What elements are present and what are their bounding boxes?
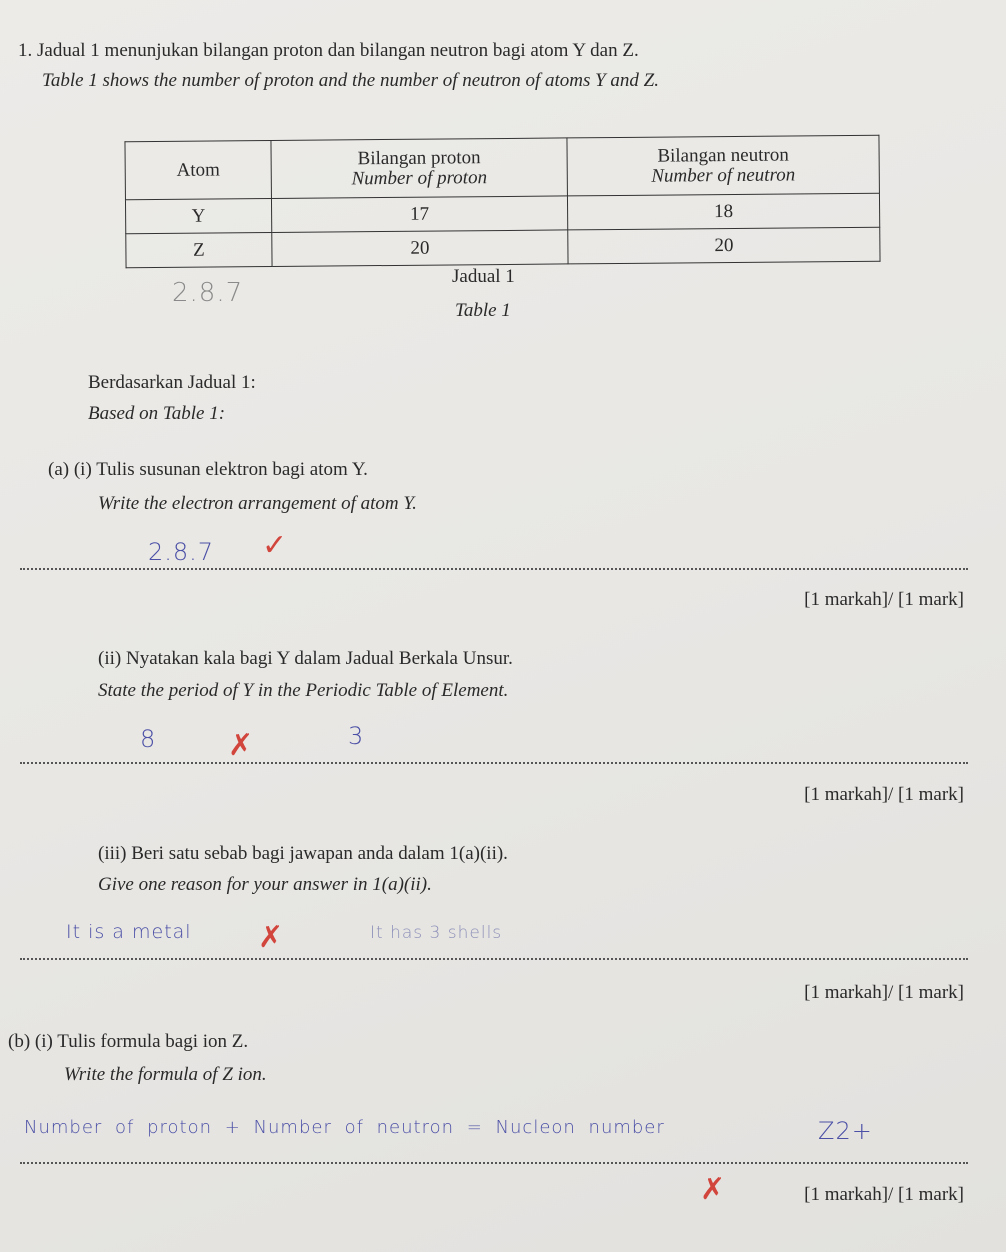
answer-b-i: Number of proton + Number of neutron = Nucleon number [24, 1117, 665, 1138]
correction-b-i: Z2+ [818, 1117, 873, 1145]
table-caption-en: Table 1 [455, 300, 511, 321]
cell-proton: 17 [271, 196, 567, 233]
marks-label: [1 markah]/ [1 mark] [804, 982, 964, 1003]
cell-neutron: 18 [567, 193, 879, 230]
header-atom: Atom [125, 141, 272, 200]
data-table [124, 135, 880, 269]
header-proton: Bilangan proton Number of proton [271, 138, 567, 199]
answer-line [20, 1162, 968, 1164]
part-a-ii-en: State the period of Y in the Periodic Table of Element. [98, 680, 509, 701]
question-intro-en: Table 1 shows the number of proton and the number of neutron of atoms Y and Z. [42, 70, 659, 91]
correction-a-ii: 3 [348, 722, 365, 750]
tick-mark: ✓ [262, 528, 288, 563]
marks-label: [1 markah]/ [1 mark] [804, 1184, 964, 1205]
based-on-en: Based on Table 1: [88, 403, 226, 424]
part-a-iii-en: Give one reason for your answer in 1(a)(ii). [98, 874, 432, 895]
answer-line [20, 568, 968, 570]
part-a-iii-ms: (iii) Beri satu sebab bagi jawapan anda dalam 1(a)(ii). [98, 843, 508, 864]
table-caption-ms: Jadual 1 [452, 266, 515, 287]
part-b-i-en: Write the formula of Z ion. [64, 1064, 267, 1085]
answer-a-i: 2.8.7 [148, 538, 215, 566]
answer-a-ii: 8 [140, 725, 157, 753]
correction-a-iii: It has 3 shells [370, 923, 503, 943]
part-a-i-en: Write the electron arrangement of atom Y. [98, 493, 417, 514]
table-row [126, 227, 880, 268]
based-on-ms: Berdasarkan Jadual 1: [88, 372, 256, 393]
cross-mark: ✗ [228, 728, 254, 763]
part-a-ii-ms: (ii) Nyatakan kala bagi Y dalam Jadual Berkala Unsur. [98, 648, 513, 669]
answer-line [20, 762, 968, 764]
cell-proton: 20 [272, 230, 568, 267]
marks-label: [1 markah]/ [1 mark] [804, 589, 964, 610]
cross-mark: ✗ [258, 920, 284, 955]
question-intro-ms: 1. Jadual 1 menunjukan bilangan proton dan bilangan neutron bagi atom Y dan Z. [18, 40, 639, 61]
cross-mark: ✗ [700, 1172, 726, 1207]
cell-atom: Z [126, 233, 272, 268]
part-b-i-ms: (b) (i) Tulis formula bagi ion Z. [8, 1031, 249, 1052]
cell-neutron: 20 [568, 227, 880, 264]
pencil-note: 2.8.7 [172, 278, 244, 308]
answer-line [20, 958, 968, 960]
marks-label: [1 markah]/ [1 mark] [804, 784, 964, 805]
answer-a-iii: It is a metal [66, 921, 192, 943]
cell-atom: Y [125, 199, 271, 234]
part-a-i-ms: (a) (i) Tulis susunan elektron bagi atom Y. [48, 459, 368, 480]
header-neutron: Bilangan neutron Number of neutron [567, 135, 879, 196]
